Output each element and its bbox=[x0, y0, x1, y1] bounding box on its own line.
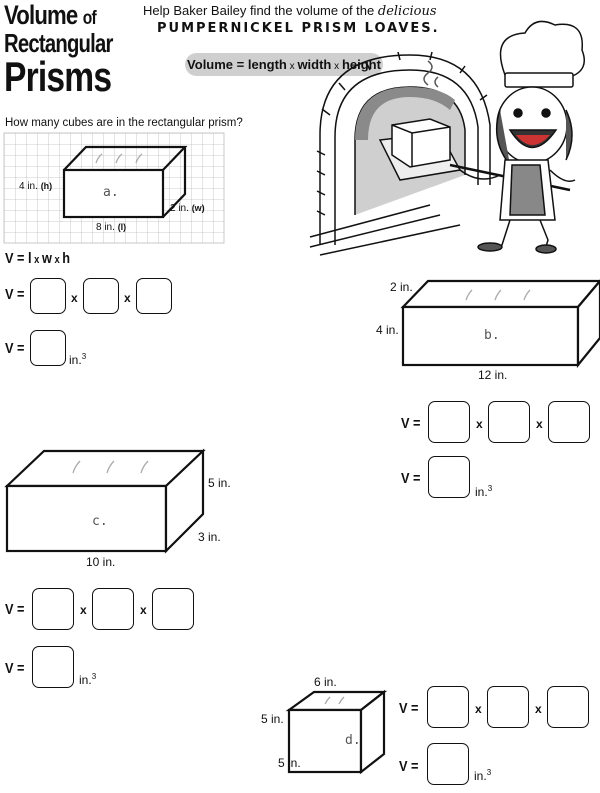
intro-main: Help Baker Bailey find the volume of the bbox=[143, 3, 375, 18]
d-length-input[interactable] bbox=[427, 686, 469, 728]
formula-width: width bbox=[297, 57, 332, 72]
d-height-input[interactable] bbox=[547, 686, 589, 728]
b-v-eq-2: V = bbox=[401, 470, 421, 487]
d-width-input[interactable] bbox=[487, 686, 529, 728]
prism-c-label: c. bbox=[92, 514, 108, 529]
b-v-eq: V = bbox=[401, 415, 421, 432]
prism-a-label: a. bbox=[103, 185, 119, 200]
b-unit bbox=[475, 484, 492, 499]
prism-d-top: 6 in. bbox=[314, 675, 337, 689]
title-of: of bbox=[82, 8, 96, 29]
formula-vars-l: l bbox=[28, 250, 32, 267]
subtitle-text: PUMPERNICKEL PRISM LOAVES bbox=[157, 21, 433, 36]
formula-vars-w: w bbox=[41, 250, 52, 267]
prism-a-height-value: 4 in. bbox=[19, 181, 38, 192]
baker-chef-icon bbox=[300, 15, 590, 255]
prism-a-height bbox=[19, 181, 52, 192]
c-v-eq-2: V = bbox=[5, 660, 25, 677]
prism-c bbox=[5, 449, 205, 554]
prism-a-length bbox=[96, 222, 126, 233]
c-length-input[interactable] bbox=[32, 588, 74, 630]
c-unit-exp: 3 bbox=[91, 672, 97, 681]
prism-a-width-value: 2 in. bbox=[170, 203, 189, 214]
prism-b bbox=[400, 278, 600, 368]
prism-b-side: 4 in. bbox=[376, 323, 399, 337]
d-unit-exp: 3 bbox=[486, 768, 492, 777]
b-volume-input[interactable] bbox=[428, 456, 470, 498]
prism-a-length-var: (l) bbox=[117, 222, 127, 232]
prism-a-length-value: 8 in. bbox=[96, 222, 115, 233]
c-unit-text: in. bbox=[79, 673, 92, 687]
a-times-1: x bbox=[71, 291, 78, 305]
formula-vars-h: h bbox=[62, 250, 71, 267]
formula-height: height bbox=[341, 57, 381, 72]
d-times-2: x bbox=[535, 702, 542, 716]
formula-vars bbox=[5, 250, 70, 267]
c-unit bbox=[79, 672, 96, 687]
a-volume-input[interactable] bbox=[30, 330, 66, 366]
b-height-input[interactable] bbox=[548, 401, 590, 443]
intro-fancy: delicious bbox=[377, 4, 437, 19]
formula-vars-x1: x bbox=[31, 254, 42, 266]
b-times-1: x bbox=[476, 417, 483, 431]
a-unit-text: in. bbox=[69, 353, 82, 367]
c-height-input[interactable] bbox=[152, 588, 194, 630]
c-times-2: x bbox=[140, 603, 147, 617]
d-v-eq-2: V = bbox=[399, 758, 419, 775]
question-text: How many cubes are in the rectangular prism? bbox=[5, 117, 243, 129]
prism-c-depth: 3 in. bbox=[198, 530, 221, 544]
d-unit bbox=[474, 768, 491, 783]
d-v-eq: V = bbox=[399, 700, 419, 717]
a-length-input[interactable] bbox=[30, 278, 66, 314]
a-unit-exp: 3 bbox=[81, 352, 87, 361]
d-unit-text: in. bbox=[474, 769, 487, 783]
prism-d-label: d. bbox=[345, 733, 361, 748]
a-width-input[interactable] bbox=[83, 278, 119, 314]
c-v-eq: V = bbox=[5, 601, 25, 618]
b-width-input[interactable] bbox=[488, 401, 530, 443]
formula-eq: = bbox=[233, 57, 248, 72]
formula-volume: Volume bbox=[187, 57, 234, 72]
prism-b-top: 2 in. bbox=[390, 280, 413, 294]
c-volume-input[interactable] bbox=[32, 646, 74, 688]
prism-b-label: b. bbox=[484, 328, 500, 343]
a-v-eq: V = bbox=[5, 286, 25, 303]
c-width-input[interactable] bbox=[92, 588, 134, 630]
subtitle-period: . bbox=[432, 21, 440, 36]
prism-b-bottom: 12 in. bbox=[478, 368, 508, 382]
b-length-input[interactable] bbox=[428, 401, 470, 443]
b-unit-exp: 3 bbox=[487, 484, 493, 493]
formula-x1: x bbox=[286, 61, 298, 72]
formula-length: length bbox=[247, 57, 287, 72]
prism-d bbox=[287, 690, 387, 775]
b-times-2: x bbox=[536, 417, 543, 431]
prism-c-bottom: 10 in. bbox=[86, 555, 116, 569]
prism-c-right: 5 in. bbox=[208, 476, 231, 490]
c-times-1: x bbox=[80, 603, 87, 617]
prism-d-side: 5 in. bbox=[261, 712, 284, 726]
formula-vars-v: V = bbox=[5, 250, 29, 267]
a-times-2: x bbox=[124, 291, 131, 305]
prism-a-width-var: (w) bbox=[191, 203, 205, 213]
title-volume: Volume bbox=[4, 0, 78, 30]
prism-a-width bbox=[170, 203, 205, 214]
a-unit bbox=[69, 352, 86, 367]
formula-vars-x2: x bbox=[51, 254, 63, 266]
prism-a-height-var: (h) bbox=[40, 181, 53, 191]
title-line3: Prisms bbox=[4, 53, 112, 100]
prism-d-bottom: 5 in. bbox=[278, 756, 301, 770]
a-height-input[interactable] bbox=[136, 278, 172, 314]
b-unit-text: in. bbox=[475, 485, 488, 499]
a-v-eq-2: V = bbox=[5, 340, 25, 357]
d-volume-input[interactable] bbox=[427, 743, 469, 785]
formula-x2: x bbox=[331, 61, 342, 72]
title-line2: Rectangular bbox=[4, 28, 113, 58]
d-times-1: x bbox=[475, 702, 482, 716]
